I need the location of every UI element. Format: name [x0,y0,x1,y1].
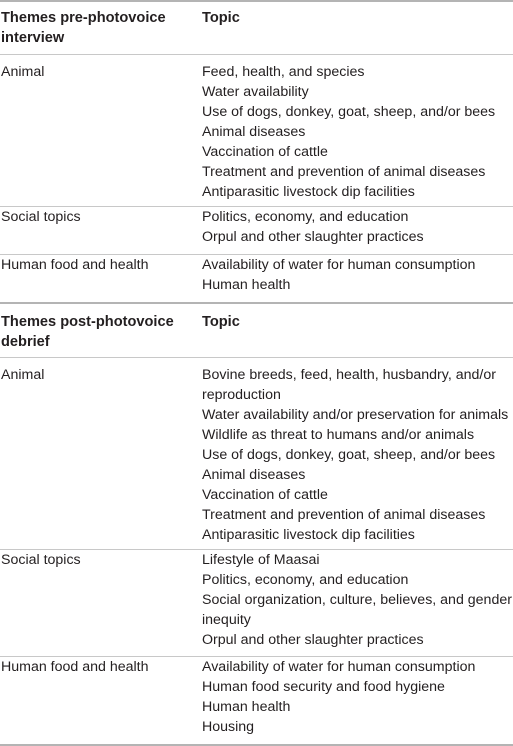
topic-item: Human health [202,277,291,293]
topic-item: Antiparasitic livestock dip facilities [202,527,415,543]
header-rule-2 [0,357,513,358]
topic-item: Housing [202,719,255,735]
topic-item: Politics, economy, and education [202,572,409,588]
topic-item: Animal diseases [202,467,306,483]
topic-item: Wildlife as threat to humans and/or animals [202,427,475,443]
topic-item: Availability of water for human consumption [202,659,476,675]
topic-item: Human food security and food hygiene [202,679,445,695]
topic-item: Water availability and/or preservation for animals [202,407,509,423]
theme-cell: Animal [1,64,45,80]
topic-item: Human health [202,699,291,715]
topic-item: Antiparasitic livestock dip facilities [202,184,415,200]
topic-list [202,255,512,295]
topic-item: Water availability [202,84,309,100]
topic-list [202,550,512,650]
theme-cell: Animal [1,367,45,383]
column-header-topic: Topic [202,314,240,330]
topic-item: Lifestyle of Maasai [202,552,320,568]
topic-item: Bovine breeds, feed, health, husbandry, and/or reproduction [202,367,496,403]
topic-list [202,62,512,202]
section-rule [0,302,513,304]
topic-item: Social organization, culture, believes, and gender inequity [202,592,512,628]
top-rule [0,0,513,2]
topic-item: Treatment and prevention of animal diseases [202,164,486,180]
column-header-theme: Themes post-photovoice debrief [1,314,174,350]
theme-cell: Human food and health [1,257,149,273]
topic-item: Vaccination of cattle [202,144,328,160]
topic-item: Use of dogs, donkey, goat, sheep, and/or bees [202,447,496,463]
topic-item: Politics, economy, and education [202,209,409,225]
theme-cell: Human food and health [1,659,149,675]
topic-list [202,207,512,247]
topic-list [202,365,512,545]
topic-item: Availability of water for human consumption [202,257,476,273]
topic-list [202,657,512,737]
topic-item: Animal diseases [202,124,306,140]
theme-cell: Social topics [1,209,81,225]
topic-item: Use of dogs, donkey, goat, sheep, and/or bees [202,104,496,120]
topic-item: Treatment and prevention of animal diseases [202,507,486,523]
column-header-theme: Themes pre-photovoice interview [1,10,166,46]
column-header-topic: Topic [202,10,240,26]
topic-item: Orpul and other slaughter practices [202,632,424,648]
topic-item: Vaccination of cattle [202,487,328,503]
theme-cell: Social topics [1,552,81,568]
topic-item: Feed, health, and species [202,64,365,80]
header-rule-1 [0,54,513,55]
topic-item: Orpul and other slaughter practices [202,229,424,245]
